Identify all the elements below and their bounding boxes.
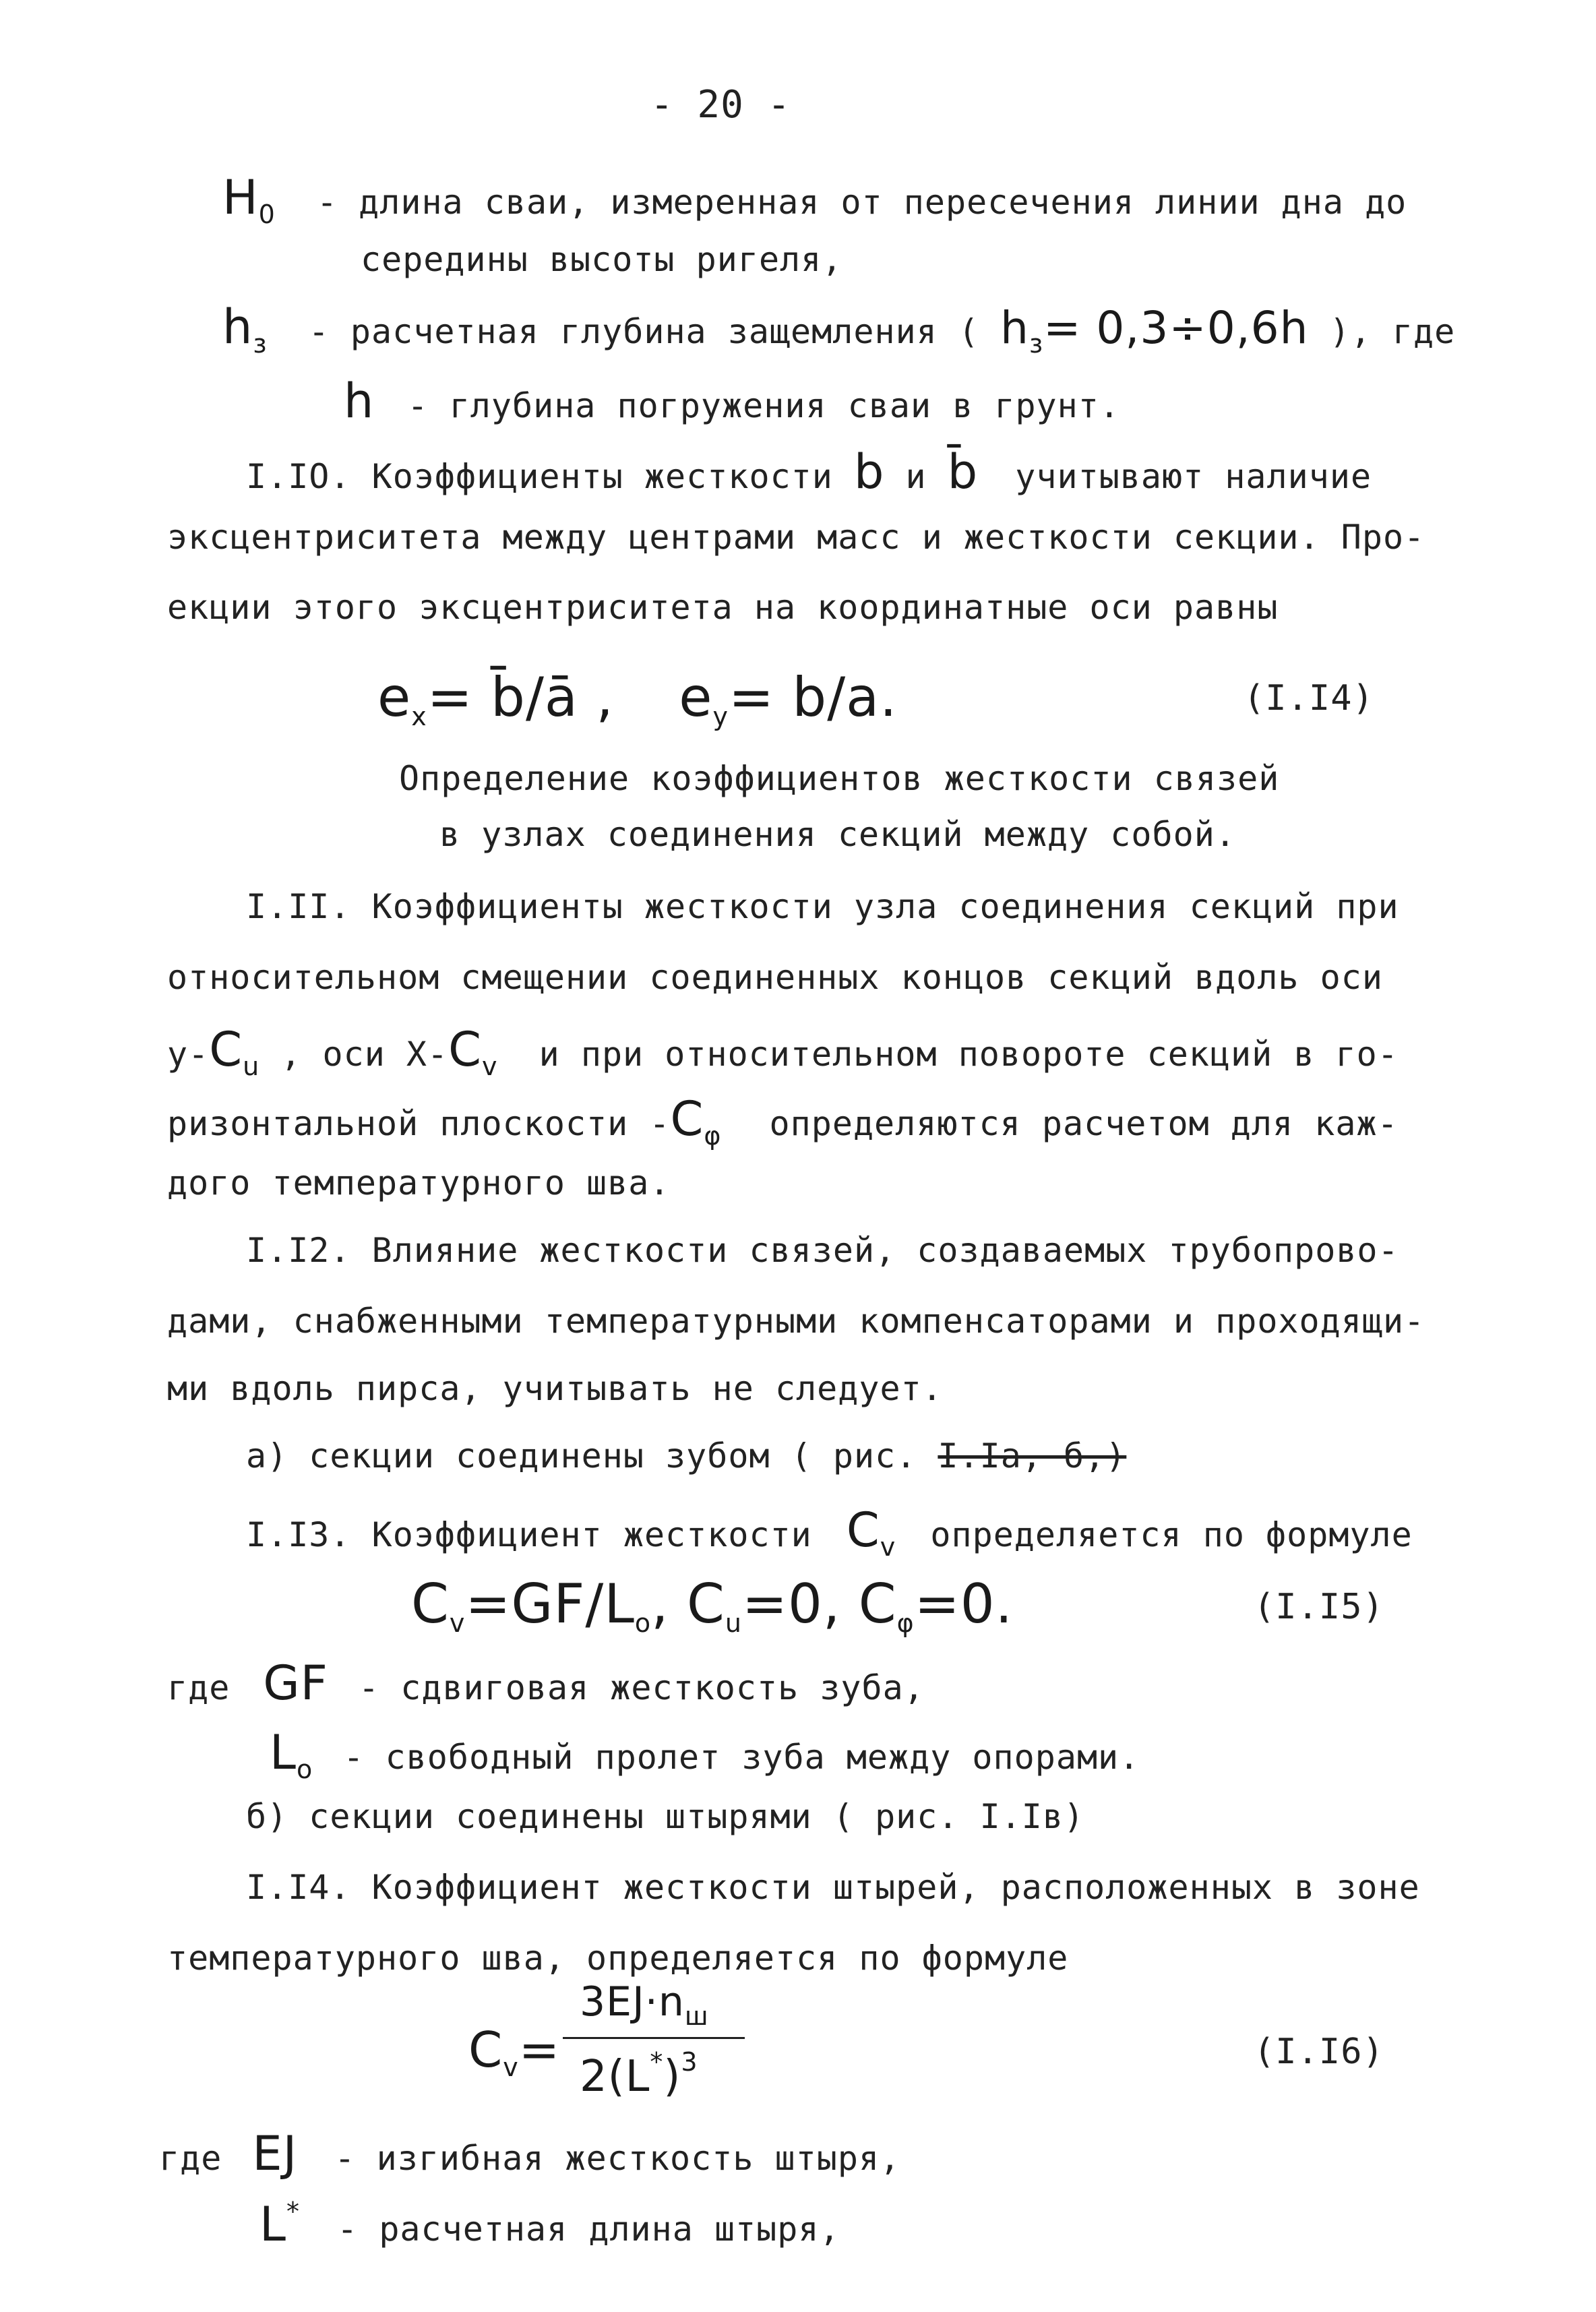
symbol-hz: $h_з$ [222, 299, 268, 359]
item-b: б) секции соединены штырями ( рис. I.Iв) [246, 1797, 1085, 1836]
def-h0-text: - длина сваи, измеренная от пересечения линии дна до [316, 183, 1407, 222]
equation-number-1-16: (I.I6) [1254, 2032, 1384, 2072]
symbol-b: b [853, 444, 885, 499]
def-l-star: L* - расчетная длина штыря, [259, 2197, 840, 2252]
para-1-10-line2: эксцентриситета между центрами масс и жесткости секции. Про- [167, 518, 1425, 557]
para-1-11-line4: ризонтальной плоскости $-C_\varphi$ определяются расчетом для каж- [167, 1091, 1399, 1151]
para-1-10-line1: I.IO. Коэффициенты жесткости b и b̄ учитывают наличие [246, 444, 1372, 499]
equation-number-1-15: (I.I5) [1254, 1587, 1384, 1627]
def-h0 [222, 170, 1407, 229]
symbol-l-star: L* [259, 2197, 300, 2252]
equation-1-16-fraction-bar [563, 2037, 745, 2039]
def-ej: где EJ - изгибная жесткость штыря, [159, 2126, 901, 2181]
equation-1-16-denominator: $2(L^*)^3$ [580, 2047, 698, 2102]
para-1-11-line3: $y-C_u$ , оси $X-C_v$ и при относительном повороте секций в го- [167, 1022, 1399, 1081]
symbol-cv: $C_v$ [448, 1022, 498, 1081]
para-1-11-line1: I.II. Коэффициенты жесткости узла соединения секций при [246, 887, 1399, 926]
para-1-11-line2: относительном смещении соединенных концов секций вдоль оси [167, 958, 1383, 997]
para-1-14-line2: температурного шва, определяется по формуле [167, 1939, 1069, 1978]
symbol-cphi: $C_\varphi$ [670, 1091, 722, 1151]
hz-range-formula: $h_з= 0,3\div 0,6h$ [1000, 302, 1309, 359]
equation-1-14: $e_x=$ b̄/ā , $e_y= b/a$. [377, 666, 898, 731]
symbol-h: h [344, 373, 375, 429]
equation-1-16-numerator: $3EJ\cdot n_ш$ [580, 1978, 709, 2031]
symbol-ej: EJ [252, 2126, 298, 2181]
para-1-10-line3: екции этого эксцентриситета на координатные оси равны [167, 588, 1279, 627]
equation-1-15: $C_v=GF/L_o$, $C_u=0$, $C_\varphi=0$. [411, 1573, 1014, 1638]
section-heading-line1: Определение коэффициентов жесткости связей [399, 759, 1280, 798]
page-number: - 20 - [650, 83, 791, 127]
def-h-text: - глубина погружения сваи в грунт. [407, 386, 1120, 425]
def-h0-cont: середины высоты ригеля, [361, 240, 843, 279]
equation-number-1-14: (I.I4) [1244, 678, 1374, 719]
symbol-h0: $H_0$ [222, 170, 276, 229]
symbol-cv: $C_v$ [846, 1502, 896, 1562]
equation-1-16-lhs: $C_v=$ [468, 2021, 561, 2082]
para-1-12-line2: дами, снабженными температурными компенсаторами и проходящи- [167, 1302, 1425, 1341]
def-hz-tail: ), где [1329, 312, 1456, 351]
symbol-lo: $L_o$ [270, 1725, 313, 1784]
symbol-b-bar: b̄ [947, 444, 979, 499]
def-hz [222, 299, 1456, 359]
def-h [344, 373, 1120, 429]
item-a-figure-ref: I.Iа, б,) [938, 1436, 1127, 1476]
symbol-gf: GF [263, 1655, 328, 1711]
def-hz-text: - расчетная глубина защемления ( [308, 312, 979, 351]
def-lo: $L_o$ - свободный пролет зуба между опорами. [270, 1725, 1140, 1784]
para-1-12-line1: I.I2. Влияние жесткости связей, создаваемых трубопрово- [246, 1231, 1399, 1270]
def-gf: где GF - сдвиговая жесткость зуба, [167, 1655, 925, 1711]
para-1-13: I.I3. Коэффициент жесткости $C_v$ определяется по формуле [246, 1502, 1413, 1562]
symbol-cu: $C_u$ [209, 1022, 260, 1081]
para-1-11-line5: дого температурного шва. [167, 1163, 671, 1203]
item-a: а) секции соединены зубом ( рис. I.Iа, б,) [246, 1436, 1127, 1476]
para-1-12-line3: ми вдоль пирса, учитывать не следует. [167, 1369, 943, 1408]
para-1-14-line1: I.I4. Коэффициент жесткости штырей, расположенных в зоне [246, 1868, 1420, 1907]
section-heading-line2: в узлах соединения секций между собой. [439, 815, 1236, 854]
